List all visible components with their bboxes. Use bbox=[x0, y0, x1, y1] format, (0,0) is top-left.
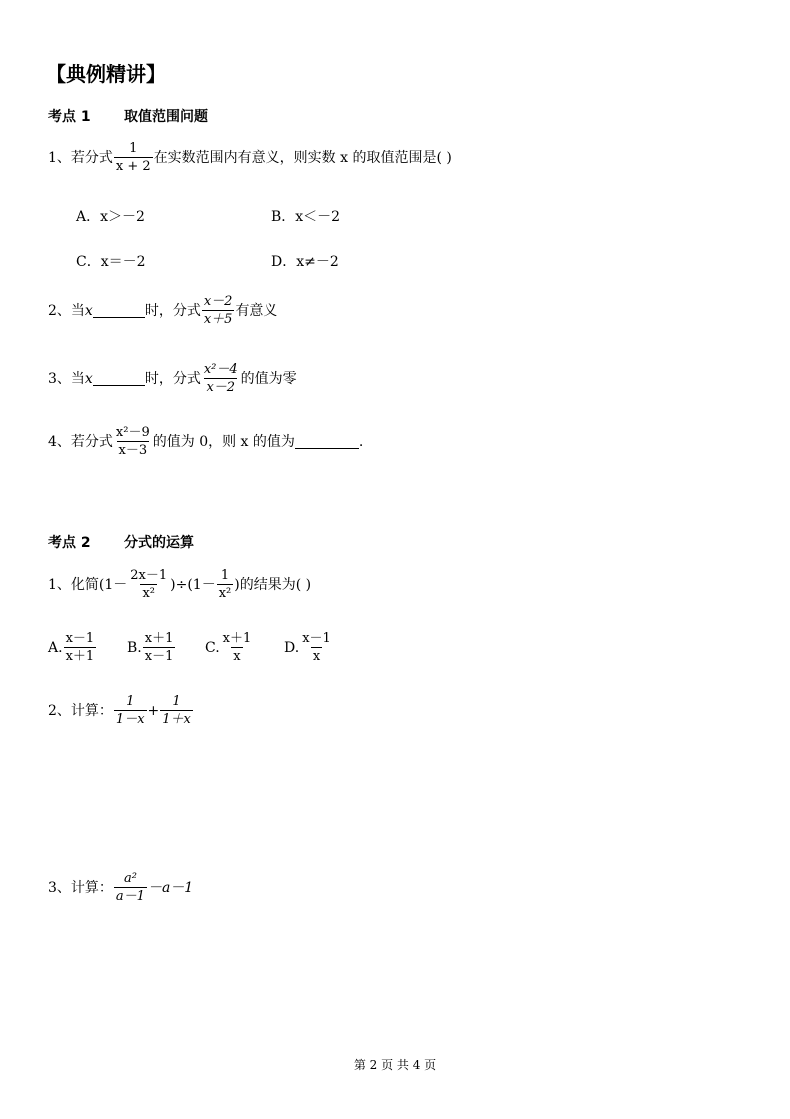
s2-q1-option-c: C. $\frac{x+1}{x}$ bbox=[205, 631, 252, 664]
s1-question-2: 2、当 x 时，分式 $\frac{x-2}{x+5}$ 有意义 bbox=[48, 294, 278, 327]
page-title: 【典例精讲】 bbox=[46, 62, 166, 86]
fraction: $\frac{x+1}{x}$ bbox=[222, 631, 252, 664]
section-1-name: 取值范围问题 bbox=[124, 109, 208, 125]
s1-question-4: 4、若分式 $\frac{\text{x²－9}}{x-3}$ 的值为 0，则 x 的值为 . bbox=[48, 425, 364, 458]
s2-q1-option-d: D. $\frac{x-1}{x}$ bbox=[284, 631, 331, 664]
s1-q1-option-a: A．x＞－2 bbox=[76, 209, 145, 225]
answer-blank bbox=[93, 303, 145, 318]
answer-blank bbox=[295, 434, 359, 449]
s1-q1-option-d: D．x≠－2 bbox=[271, 254, 339, 270]
fraction: $\frac{x-2}{x+5}$ bbox=[203, 294, 233, 327]
fraction: $\frac{1}{\text{x²}}$ bbox=[218, 568, 232, 601]
s2-q1-option-b: B. $\frac{x+1}{x-1}$ bbox=[127, 631, 174, 664]
page-number: 第 2 页 共 4 页 bbox=[353, 1058, 437, 1072]
s2-question-2: 2、计算： $\frac{1}{1-x}$ + $\frac{1}{1+x}$ bbox=[48, 694, 191, 727]
fraction: $\frac{2x-1}{\text{x²}}$ bbox=[130, 568, 168, 601]
section-1-label: 考点 1 bbox=[48, 109, 91, 125]
fraction: $\frac{x+1}{x-1}$ bbox=[144, 631, 174, 664]
fraction: $\frac{1}{x + 2}$ bbox=[115, 141, 151, 174]
fraction: $\frac{x-1}{x}$ bbox=[302, 631, 331, 664]
section-2-name: 分式的运算 bbox=[124, 535, 194, 551]
s1-q1-option-c: C．x＝－2 bbox=[76, 254, 146, 270]
fraction: $\frac{1}{1+x}$ bbox=[162, 694, 191, 727]
fraction: $\frac{\text{x²－4}}{x-2}$ bbox=[203, 362, 238, 395]
s1-q1-option-b: B．x＜－2 bbox=[271, 209, 341, 225]
s2-question-1: 1、化简(1－ $\frac{2x-1}{\text{x²}}$ )÷(1－ $\frac{1}{\text{x²}}$ )的结果为( ) bbox=[48, 568, 312, 601]
s1-question-1: 1、若分式 $\frac{1}{x + 2}$ 在实数范围内有意义，则实数 x 的取值范围是( ) bbox=[48, 141, 452, 174]
section-2-label: 考点 2 bbox=[48, 535, 91, 551]
fraction: $\frac{x-1}{x+1}$ bbox=[65, 631, 95, 664]
fraction: $\frac{\text{a²}}{a-1}$ bbox=[115, 871, 145, 904]
s1-question-3: 3、当 x 时，分式 $\frac{\text{x²－4}}{x-2}$ 的值为零 bbox=[48, 362, 297, 395]
s2-question-3: 3、计算： $\frac{\text{a²}}{a-1}$ －a－1 bbox=[48, 871, 194, 904]
fraction: $\frac{\text{x²－9}}{x-3}$ bbox=[115, 425, 150, 458]
fraction: $\frac{1}{1-x}$ bbox=[115, 694, 145, 727]
answer-blank bbox=[93, 371, 145, 386]
s2-q1-option-a: A. $\frac{x-1}{x+1}$ bbox=[48, 631, 95, 664]
